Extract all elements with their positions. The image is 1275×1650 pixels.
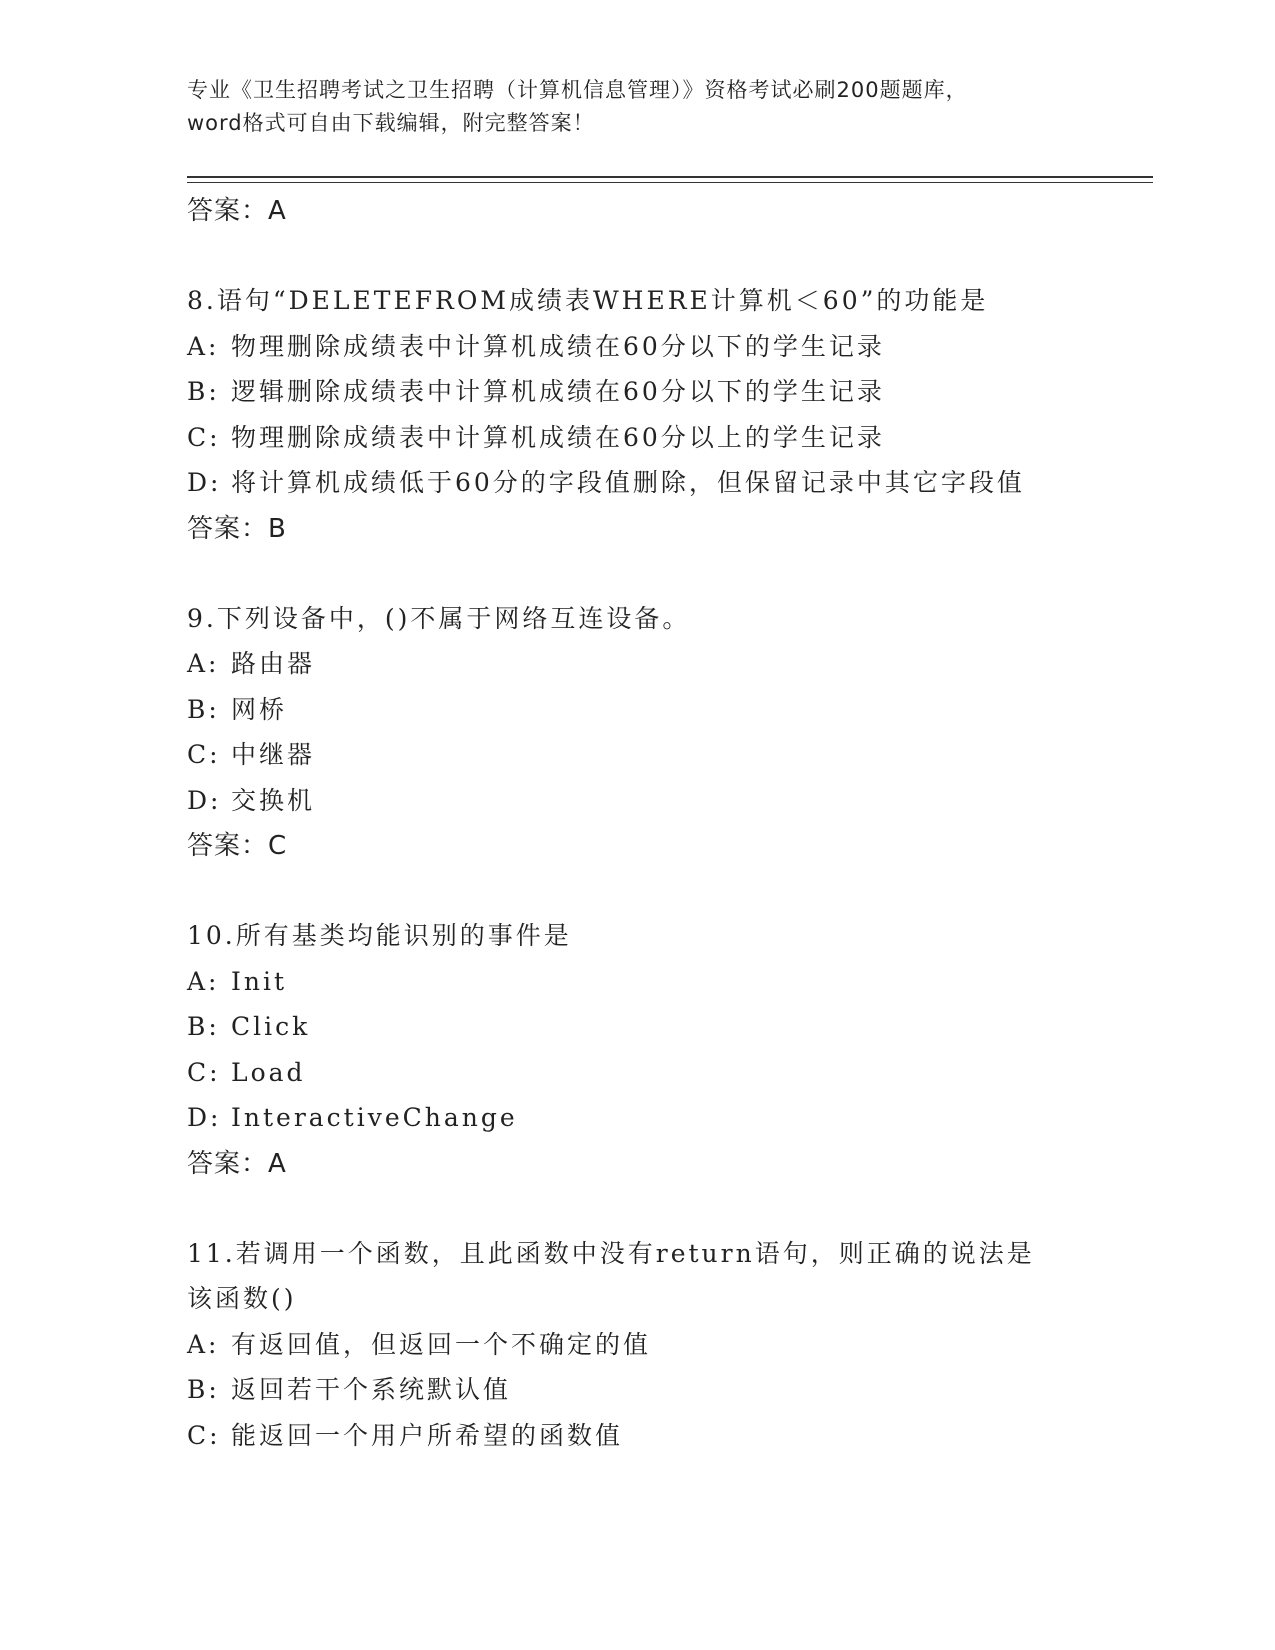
option-letter: D: (187, 468, 222, 497)
question-stem: 11.若调用一个函数，且此函数中没有return语句，则正确的说法是 (187, 1238, 1035, 1268)
option-text: Init (231, 966, 288, 996)
question-stem: 8.语句“DELETEFROM成绩表WHERE计算机＜60”的功能是 (187, 286, 989, 315)
option-letter: B: (187, 377, 220, 406)
option-text: 物理删除成绩表中计算机成绩在60分以上的学生记录 (231, 422, 885, 452)
option-letter: D: (187, 1103, 222, 1132)
header-divider-thin (187, 182, 1153, 183)
answer-line: 答案：A (187, 196, 287, 226)
question-item (187, 278, 1187, 506)
option-letter: C: (187, 1057, 221, 1087)
answer-line: 答案：A (187, 1148, 287, 1179)
option-a (187, 324, 1187, 370)
option-letter: C: (187, 422, 221, 452)
question-item (187, 596, 1187, 824)
question-list (187, 188, 1187, 1458)
option-letter: C: (187, 1420, 221, 1450)
header-line-1: 专业《卫生招聘考试之卫生招聘（计算机信息管理）》资格考试必刷200题题库， (187, 78, 968, 102)
option-c (187, 732, 1187, 778)
spacer (187, 234, 1187, 278)
option-letter: C: (187, 740, 221, 769)
option-text: 有返回值，但返回一个不确定的值 (231, 1329, 652, 1359)
header-divider-thick (187, 176, 1153, 178)
option-b (187, 1004, 1187, 1050)
option-b (187, 369, 1187, 415)
option-c (187, 415, 1187, 461)
option-letter: D: (187, 785, 222, 815)
document-header (187, 74, 1087, 140)
option-c (187, 1050, 1187, 1096)
option-letter: B: (187, 694, 220, 724)
spacer (187, 1187, 1187, 1231)
option-letter: B: (187, 1012, 220, 1041)
option-text: 网桥 (231, 694, 288, 724)
question-stem-continued: 该函数() (187, 1284, 297, 1313)
option-b (187, 1367, 1187, 1413)
option-c (187, 1413, 1187, 1459)
question-item (187, 1231, 1187, 1459)
option-letter: A: (187, 649, 220, 678)
option-text: 路由器 (231, 649, 316, 678)
option-text: Load (231, 1057, 306, 1087)
option-text: 物理删除成绩表中计算机成绩在60分以下的学生记录 (231, 331, 885, 361)
answer-line: 答案：B (187, 513, 287, 544)
option-a (187, 1322, 1187, 1368)
question-stem: 10.所有基类均能识别的事件是 (187, 921, 572, 950)
header-line-2: word格式可自由下载编辑，附完整答案！ (187, 111, 595, 135)
option-text: 中继器 (231, 740, 316, 769)
option-b (187, 687, 1187, 733)
option-a (187, 959, 1187, 1005)
option-d (187, 778, 1187, 824)
option-text: 将计算机成绩低于60分的字段值删除，但保留记录中其它字段值 (231, 468, 1025, 497)
answer-line: 答案：C (187, 831, 288, 861)
option-text: 交换机 (231, 785, 316, 815)
option-d (187, 1095, 1187, 1141)
option-text: InteractiveChange (231, 1103, 518, 1132)
spacer (187, 869, 1187, 913)
option-letter: A: (187, 1329, 220, 1359)
question-stem: 9.下列设备中，()不属于网络互连设备。 (187, 603, 691, 633)
option-text: 逻辑删除成绩表中计算机成绩在60分以下的学生记录 (231, 377, 885, 406)
option-letter: A: (187, 331, 220, 361)
spacer (187, 552, 1187, 596)
option-letter: A: (187, 966, 220, 996)
option-text: Click (231, 1012, 311, 1041)
option-d (187, 460, 1187, 506)
option-text: 返回若干个系统默认值 (231, 1375, 512, 1404)
option-a (187, 641, 1187, 687)
option-text: 能返回一个用户所希望的函数值 (231, 1420, 624, 1450)
option-letter: B: (187, 1375, 220, 1404)
question-item (187, 913, 1187, 1141)
